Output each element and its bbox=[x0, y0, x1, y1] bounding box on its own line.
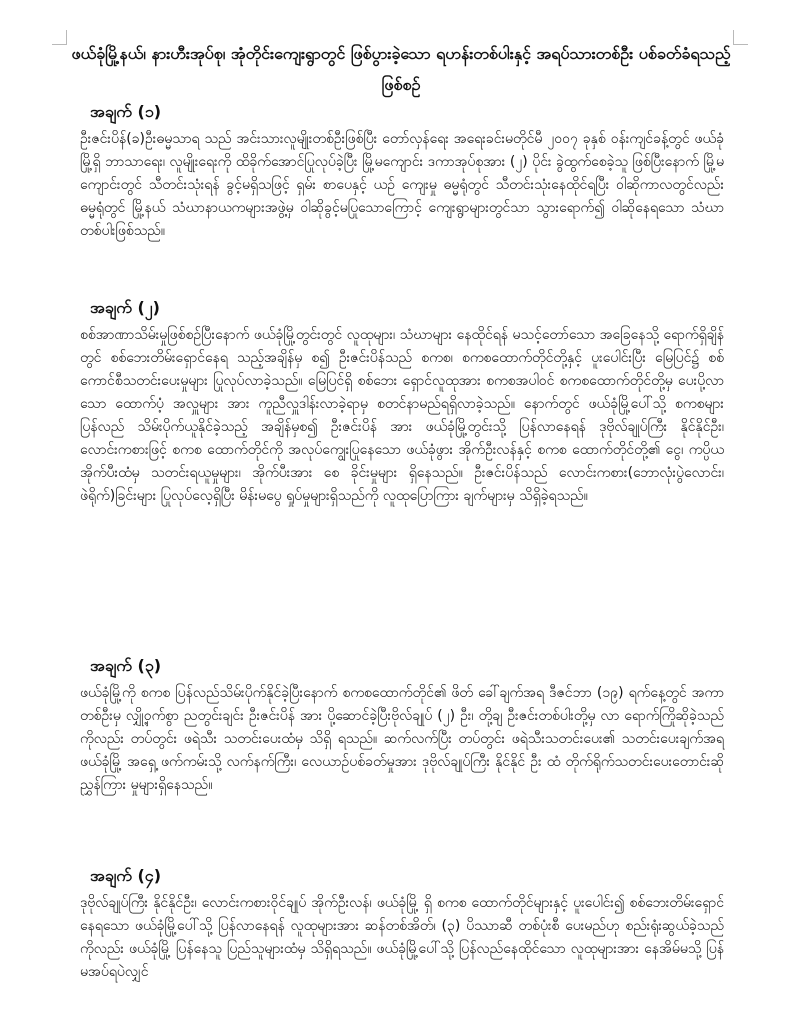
section-paragraph: ဒုဗိုလ်ချုပ်ကြီး နိုင်နိုင်ဦး၊ လောင်းကစားဝိုင်ချုပ် အိုက်ဦးလန်၊ ဖယ်ခုံမြို့ ရှိ စကစ ထောက်တိုင်များနှင့် ပူးပေါင်း၍ စစ်ဘေးတိမ်းရှောင်နေရသော ဖယ်ခုံမြို့ပေါ်သို့ ပြန်လာနေရန် လူထုများအား ဆန်တစ်အိတ်၊ (၃) ပိဿာဆီ တစ်ပုံးစီ ပေးမည်ဟု စည်းရုံးဆွယ်ခဲ့သည် ကိုလည်း ဖယ်ခုံမြို့ ပြန်နေသူ ပြည်သူများထံမှ သိရှိရသည်။ ဖယ်ခုံမြို့ပေါ်သို့ ပြန်လည်နေထိုင်သော လူထုများအား နေအိမ်မသို့ ပြန်မအပ်ရပဲလျှင် bbox=[80, 895, 724, 980]
section-heading: အချက် (၄) bbox=[90, 866, 162, 885]
section-paragraph: ဦးဇင်းပိန်(ခ)ဦးဓမ္မသာရ သည် အင်းသားလူမျိုးတစ်ဦးဖြစ်ပြီး တော်လှန်ရေး အရေးခင်းမတိုင်မီ ၂၀၀၇ ခုနှစ် ဝန်းကျင်ခန့်တွင် ဖယ်ခုံမြို့ရှိ ဘာသာရေး၊ လူမျိုးရေးကို ထိခိုက်အောင်ပြုလုပ်ခဲ့ပြီး မြို့မကျောင်း ဒကာအုပ်စုအား (၂) ပိုင်း ခွဲထွက်စေခဲ့သူ ဖြစ်ပြီးနောက် မြို့မကျောင်းတွင် သီတင်းသုံးရန် ခွင့်မရှိသဖြင့် ရှမ်း စာပေနှင့် ယဉ် ကျေးမှု ဓမ္မရုံတွင် သီတင်းသုံးနေထိုင်ရပြီး ဝါဆိုကာလတွင်လည်း ဓမ္မရုံတွင် မြို့နယ် သံဃာနာယကများအဖွဲ့မှ ဝါဆိုခွင့်မပြုသောကြောင့် ကျေးရွာများတွင်သာ သွားရောက်၍ ဝါဆိုနေရသော သံဃာတစ်ပါးဖြစ်သည်။ bbox=[80, 131, 724, 239]
section-3 bbox=[80, 654, 724, 797]
section-paragraph: ဖယ်ခုံမြို့ကို စကစ ပြန်လည်သိမ်းပိုက်နိုင်ခဲ့ပြီးနောက် စကစထောက်တိုင်၏ ဖိတ် ခေါ်ချက်အရ ဒီဇင်ဘာ (၁၉) ရက်နေ့တွင် အကာတစ်ဦးမှ လျှို့ဝှက်စွာ ညတွင်းချင်း ဦးဇင်းပိန် အား ပို့ဆောင်ခဲ့ပြီးဗိုလ်ချုပ် (၂) ဦး၊ တို့ချ ဦးဇင်းတစ်ပါးတို့မှ လာ ရောက်ကြိုဆိုခဲ့သည်ကိုလည်း တပ်တွင်း ဖရဲသီး သတင်းပေးထံမှ သိရှိ ရသည်။ ဆက်လက်ပြီး တပ်တွင်း ဖရဲသီးသတင်းပေး၏ သတင်းပေးချက်အရ ဖယ်ခုံမြို့ အရှေ့ ဖက်ကမ်းသို့ လက်နက်ကြီး၊ လေယာဉ်ပစ်ခတ်မှုအား ဒုဗိုလ်ချုပ်ကြီး နိုင်နိုင် ဦး ထံ တိုက်ရိုက်သတင်းပေးတောင်းဆို ညွှန်ကြား မှုများရှိနေသည်။ bbox=[80, 685, 724, 793]
section-heading: အချက် (၂) bbox=[90, 298, 160, 317]
page-corner-mark-top-left bbox=[52, 30, 67, 45]
section-paragraph: စစ်အာဏာသိမ်းမှုဖြစ်စဉ်ပြီးနောက် ဖယ်ခုံမြို့တွင်းတွင် လူထုများ၊ သံဃာများ နေထိုင်ရန် မသင့်တော်သော အခြေနေသို့ ရောက်ရှိချိန်တွင် စစ်ဘေးတိမ်းရှောင်နေရ သည့်အချိန်မှ စ၍ ဦးဇင်းပိန်သည် စကစ၊ စကစထောက်တိုင်တို့နှင့် ပူးပေါင်းပြီး မြေပြင်၌ စစ်ကောင်စီသတင်းပေးမှုများ ပြုလုပ်လာခဲ့သည်။ မြေပြင်ရှိ စစ်ဘေး ရှောင်လူထုအား စကစအပါဝင် စကစထောက်တိုင်တို့မှ ပေးပို့လာသော ထောက်ပံ့ အလှူများ အား ကူညီလှူဒါန်းလာခဲ့ရာမှ စတင်နာမည်ရရှိလာခဲ့သည်။ နောက်တွင် ဖယ်ခုံမြို့ပေါ်သို့ စကစများ ပြန်လည် သိမ်းပိုက်ယူနိုင်ခဲ့သည့် အချိန်မှစ၍ ဦးဇင်းပိန် အား ဖယ်ခုံမြို့တွင်းသို့ ပြန်လာနေရန် ဒုဗိုလ်ချုပ်ကြီး နိုင်နိုင်ဦး၊ လောင်းကစားဖြင့် စကစ ထောက်တိုင်ကို အလုပ်ကျွေးပြုနေသော ဖယ်ခုံဖွား အိုက်ဦးလန်နှင့် စကစ ထောက်တိုင်တို့၏ ငွေ၊ ကပ္ပိယ အိုက်ပီးထံမှ သတင်းရယူမှုများ၊ အိုက်ပီးအား စေ ခိုင်းမှုများ ရှိနေသည်။ ဦးဇင်းပိန်သည် လောင်းကစား(ဘောလုံးပွဲလောင်း၊ ဖဲရိုက်)ခြင်းများ ပြုလုပ်လေ့ရှိပြီး မိန်းမပွေ ရှုပ်မှုများရှိသည်ကို လူထုပြောကြား ချက်များမှ သိရှိခဲ့ရသည်။ bbox=[80, 327, 724, 504]
section-4 bbox=[80, 864, 724, 984]
document-title: ဖယ်ခုံမြို့နယ်၊ နားဟီးအုပ်စု၊ အုံတိုင်းကျေးရွာတွင် ဖြစ်ပွားခဲ့သော ရဟန်းတစ်ပါးနှင့် အရပ်သားတစ်ဦး ပစ်ခတ်ခံရသည့်ဖြစ်စဉ် bbox=[71, 44, 731, 94]
page-corner-mark-top-right bbox=[733, 30, 748, 45]
section-1 bbox=[80, 100, 724, 243]
section-heading: အချက် (၁) bbox=[90, 102, 162, 121]
section-2 bbox=[80, 296, 724, 508]
section-heading: အချက် (၃) bbox=[90, 656, 162, 675]
